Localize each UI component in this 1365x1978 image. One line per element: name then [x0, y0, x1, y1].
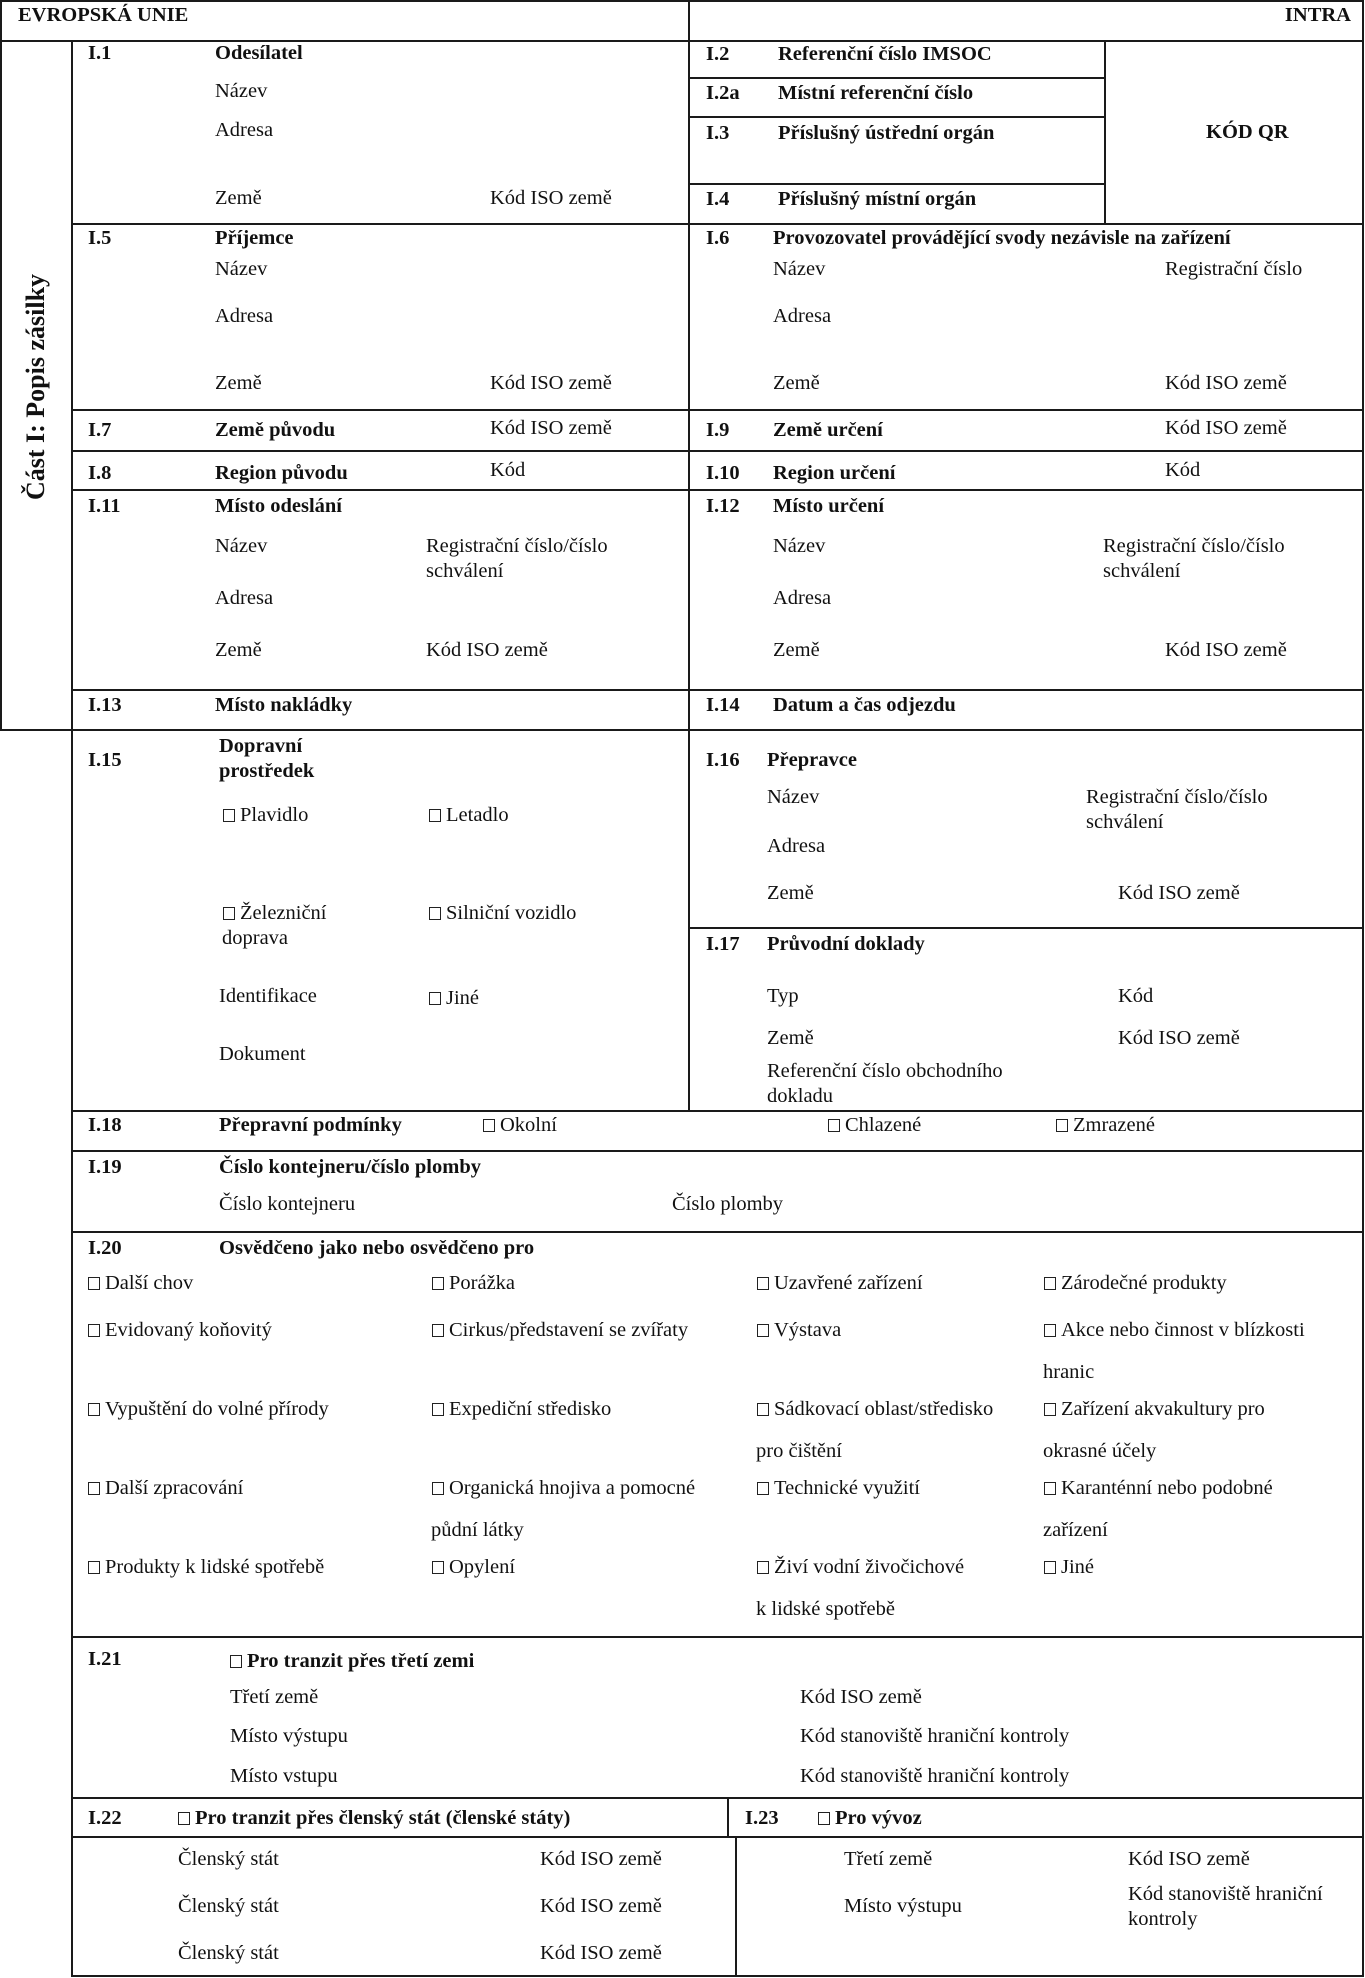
certified-option[interactable]: Porážka: [432, 1271, 515, 1296]
box-number-i19: I.19: [88, 1156, 122, 1178]
box-number-i5: I.5: [88, 227, 112, 249]
consignee-country-label: Země: [215, 372, 262, 394]
certified-option[interactable]: Expediční středisko: [432, 1397, 611, 1422]
header-eu: EVROPSKÁ UNIE: [18, 4, 189, 26]
box-title-consignee: Příjemce: [215, 227, 294, 249]
certified-option[interactable]: Jiné: [1044, 1555, 1094, 1580]
transporter-address-label: Adresa: [767, 835, 826, 857]
checkbox[interactable]: [757, 1277, 769, 1290]
transport-rail-option[interactable]: Železniční: [223, 901, 327, 926]
qr-left: [1104, 41, 1106, 224]
h-row-i15: [71, 729, 1363, 731]
export-iso-label: Kód ISO země: [1128, 1848, 1250, 1870]
h-row-i7: [71, 409, 1363, 411]
aircraft-checkbox[interactable]: [429, 809, 441, 822]
member-state-label: Členský stát: [178, 1848, 279, 1870]
h-row-i18: [71, 1110, 1363, 1112]
box-number-i2: I.2: [706, 43, 730, 65]
checkbox[interactable]: [88, 1324, 100, 1337]
checkbox[interactable]: [1044, 1561, 1056, 1574]
certified-option[interactable]: Živí vodní živočichové: [757, 1555, 964, 1580]
box-number-i15: I.15: [88, 749, 122, 771]
consignee-iso-label: Kód ISO země: [490, 372, 612, 394]
header-intra: INTRA: [1284, 4, 1351, 26]
transit-member-state-checkbox[interactable]: [178, 1812, 190, 1825]
box-title-region-destination: Region určení: [773, 462, 896, 484]
box-title-country-destination: Země určení: [773, 419, 883, 441]
certified-option[interactable]: Cirkus/představení se zvířaty: [432, 1318, 688, 1343]
certified-option-cont: půdní látky: [431, 1519, 524, 1541]
box-title-central-authority: Příslušný ústřední orgán: [778, 122, 995, 144]
certified-option[interactable]: Karanténní nebo podobné: [1044, 1476, 1273, 1501]
region-origin-code-label: Kód: [490, 459, 526, 481]
certified-option-cont: okrasné účely: [1043, 1440, 1157, 1462]
box-number-i3: I.3: [706, 122, 730, 144]
qr-code-label: KÓD QR: [1206, 121, 1289, 143]
certified-option-cont: hranic: [1043, 1361, 1095, 1383]
header-middle: [688, 0, 690, 41]
transport-other-option[interactable]: Jiné: [429, 986, 479, 1011]
h-row-i20: [71, 1231, 1363, 1233]
certified-option[interactable]: Akce nebo činnost v blízkosti: [1044, 1318, 1305, 1343]
part-column-line: [71, 41, 73, 1977]
border-bottom: [71, 1975, 1363, 1977]
box-title-accompanying-docs: Průvodní doklady: [767, 933, 925, 955]
chilled-checkbox[interactable]: [828, 1119, 840, 1132]
transport-identification-label: Identifikace: [219, 985, 317, 1007]
export-option[interactable]: Pro vývoz: [818, 1806, 922, 1831]
transport-document-label: Dokument: [219, 1043, 306, 1065]
checkbox[interactable]: [88, 1403, 100, 1416]
checkbox[interactable]: [432, 1561, 444, 1574]
box-number-i22: I.22: [88, 1807, 122, 1829]
box-number-i8: I.8: [88, 462, 112, 484]
destplace-address-label: Adresa: [773, 587, 832, 609]
box-number-i18: I.18: [88, 1114, 122, 1136]
certified-option[interactable]: Produkty k lidské spotřebě: [88, 1555, 324, 1580]
destplace-iso-label: Kód ISO země: [1165, 639, 1287, 661]
export-bcp-label-1: Kód stanoviště hraniční: [1128, 1883, 1323, 1905]
export-checkbox[interactable]: [818, 1812, 830, 1825]
box-title-certified-as: Osvědčeno jako nebo osvědčeno pro: [219, 1237, 535, 1259]
box-number-i12: I.12: [706, 495, 740, 517]
certified-option-cont: zařízení: [1043, 1519, 1108, 1541]
dispatch-reg-label-1: Registrační číslo/číslo: [426, 535, 608, 557]
operator-iso-label: Kód ISO země: [1165, 372, 1287, 394]
transport-aircraft-option[interactable]: Letadlo: [429, 803, 509, 828]
checkbox[interactable]: [1044, 1277, 1056, 1290]
certified-option[interactable]: Organická hnojiva a pomocné: [432, 1476, 695, 1501]
box-title-local-ref: Místní referenční číslo: [778, 82, 974, 104]
docs-commercial-ref-1: Referenční číslo obchodního: [767, 1060, 1003, 1082]
box-number-i21: I.21: [88, 1648, 122, 1670]
dispatch-name-label: Název: [215, 535, 268, 557]
box-title-transporter: Přepravce: [767, 749, 857, 771]
certified-option[interactable]: Další chov: [88, 1271, 193, 1296]
checkbox[interactable]: [432, 1324, 444, 1337]
member-state-iso-label: Kód ISO země: [540, 1848, 662, 1870]
docs-iso-label: Kód ISO země: [1118, 1027, 1240, 1049]
box-number-i16: I.16: [706, 749, 740, 771]
box-number-i23: I.23: [745, 1807, 779, 1829]
destplace-reg-label-1: Registrační číslo/číslo: [1103, 535, 1285, 557]
member-state-label: Členský stát: [178, 1942, 279, 1964]
region-destination-code-label: Kód: [1165, 459, 1201, 481]
export-third-country-label: Třetí země: [844, 1848, 933, 1870]
checkbox[interactable]: [757, 1324, 769, 1337]
checkbox[interactable]: [757, 1561, 769, 1574]
origin-iso-label: Kód ISO země: [490, 417, 612, 439]
export-exit-label: Místo výstupu: [844, 1895, 962, 1917]
box-number-i4: I.4: [706, 188, 730, 210]
checkbox[interactable]: [1044, 1324, 1056, 1337]
box-number-i14: I.14: [706, 694, 740, 716]
h-i2: [688, 77, 1105, 79]
transporter-name-label: Název: [767, 786, 820, 808]
box-title-local-authority: Příslušný místní orgán: [778, 188, 977, 210]
checkbox[interactable]: [757, 1482, 769, 1495]
v-i22-i23-head: [727, 1797, 729, 1837]
box-title-region-origin: Region původu: [215, 462, 348, 484]
condition-frozen-option[interactable]: Zmrazené: [1056, 1113, 1155, 1138]
ambient-checkbox[interactable]: [483, 1119, 495, 1132]
certified-option-cont: pro čištění: [756, 1440, 842, 1462]
box-number-i6: I.6: [706, 227, 730, 249]
box-title-place-destination: Místo určení: [773, 495, 885, 517]
box-number-i11: I.11: [88, 495, 121, 517]
box-title-container-seal: Číslo kontejneru/číslo plomby: [219, 1156, 481, 1178]
transport-vessel-option[interactable]: Plavidlo: [223, 803, 308, 828]
h-row-i13: [71, 689, 1363, 691]
export-bcp-label-2: kontroly: [1128, 1908, 1198, 1930]
frozen-checkbox[interactable]: [1056, 1119, 1068, 1132]
transit-third-country-checkbox[interactable]: [230, 1655, 242, 1668]
certified-option[interactable]: Uzavřené zařízení: [757, 1271, 923, 1296]
checkbox[interactable]: [88, 1482, 100, 1495]
h-row-i8: [71, 450, 1363, 452]
box-title-place-loading: Místo nakládky: [215, 694, 353, 716]
h-row-i21: [71, 1636, 1363, 1638]
transporter-iso-label: Kód ISO země: [1118, 882, 1240, 904]
operator-address-label: Adresa: [773, 305, 832, 327]
checkbox[interactable]: [432, 1277, 444, 1290]
border-top: [0, 0, 1363, 2]
box-title-country-origin: Země původu: [215, 419, 336, 441]
checkbox[interactable]: [757, 1403, 769, 1416]
h-row-i11: [71, 489, 1363, 491]
h-i2a: [688, 116, 1105, 118]
entry-point-label: Místo vstupu: [230, 1765, 338, 1787]
destplace-name-label: Název: [773, 535, 826, 557]
center-divider: [688, 41, 690, 1111]
dispatch-reg-label-2: schválení: [426, 560, 504, 582]
border-left-part1: [0, 0, 2, 731]
h-i3: [688, 183, 1105, 185]
certified-option[interactable]: Zařízení akvakultury pro: [1044, 1397, 1265, 1422]
third-country-label: Třetí země: [230, 1686, 319, 1708]
certified-option[interactable]: Další zpracování: [88, 1476, 243, 1501]
box-title-transport-1: Dopravní: [219, 735, 303, 757]
member-state-iso-label: Kód ISO země: [540, 1942, 662, 1964]
box-title-consignor: Odesílatel: [215, 42, 303, 64]
checkbox[interactable]: [88, 1561, 100, 1574]
transporter-reg-label-2: schválení: [1086, 811, 1164, 833]
entry-bcp-code-label: Kód stanoviště hraniční kontroly: [800, 1765, 1070, 1787]
docs-type-label: Typ: [767, 985, 799, 1007]
destination-iso-label: Kód ISO země: [1165, 417, 1287, 439]
condition-chilled-option[interactable]: Chlazené: [828, 1113, 921, 1138]
certified-option[interactable]: Technické využití: [757, 1476, 920, 1501]
box-title-imsoc-ref: Referenční číslo IMSOC: [778, 43, 992, 65]
box-number-i1: I.1: [88, 42, 112, 64]
consignor-name-label: Název: [215, 80, 268, 102]
border-right: [1362, 0, 1364, 1977]
vessel-checkbox[interactable]: [223, 809, 235, 822]
box-title-transport-2: prostředek: [219, 760, 315, 782]
operator-reg-label: Registrační číslo: [1165, 258, 1303, 280]
checkbox[interactable]: [1044, 1482, 1056, 1495]
box-number-i17: I.17: [706, 933, 740, 955]
consignee-address-label: Adresa: [215, 305, 274, 327]
checkbox[interactable]: [88, 1277, 100, 1290]
h-row-i5: [71, 223, 1363, 225]
transport-rail-option-line2: doprava: [222, 927, 289, 949]
transit-third-country-option[interactable]: Pro tranzit přes třetí zemi: [230, 1649, 474, 1674]
operator-name-label: Název: [773, 258, 826, 280]
dispatch-address-label: Adresa: [215, 587, 274, 609]
destplace-country-label: Země: [773, 639, 820, 661]
box-number-i7: I.7: [88, 419, 112, 441]
seal-number-label: Číslo plomby: [672, 1193, 784, 1215]
box-number-i9: I.9: [706, 419, 730, 441]
certified-option-cont: k lidské spotřebě: [756, 1598, 895, 1620]
dispatch-iso-label: Kód ISO země: [426, 639, 548, 661]
third-country-iso-label: Kód ISO země: [800, 1686, 922, 1708]
header-divider: [0, 40, 1363, 42]
certified-option[interactable]: Vypuštění do volné přírody: [88, 1397, 329, 1422]
h-row-i19: [71, 1150, 1363, 1152]
consignor-iso-label: Kód ISO země: [490, 187, 612, 209]
box-title-place-dispatch: Místo odeslání: [215, 495, 342, 517]
box-number-i13: I.13: [88, 694, 122, 716]
transport-road-option[interactable]: Silniční vozidlo: [429, 901, 576, 926]
box-number-i2a: I.2a: [706, 82, 740, 104]
consignor-country-label: Země: [215, 187, 262, 209]
h-row-i17: [688, 927, 1363, 929]
box-title-transport-conditions: Přepravní podmínky: [219, 1114, 402, 1136]
part-label: Část I: Popis zásilky: [21, 273, 50, 501]
other-transport-checkbox[interactable]: [429, 992, 441, 1005]
operator-country-label: Země: [773, 372, 820, 394]
h-row-i22: [71, 1797, 1363, 1799]
member-state-iso-label: Kód ISO země: [540, 1895, 662, 1917]
certified-option[interactable]: Výstava: [757, 1318, 841, 1343]
container-number-label: Číslo kontejneru: [219, 1193, 356, 1215]
checkbox[interactable]: [432, 1482, 444, 1495]
rail-checkbox[interactable]: [223, 907, 235, 920]
box-title-assembly-operator: Provozovatel provádějící svody nezávisle na zařízení: [773, 227, 1231, 249]
destplace-reg-label-2: schválení: [1103, 560, 1181, 582]
h-row-i22-sub: [71, 1836, 1363, 1838]
docs-code-label: Kód: [1118, 985, 1154, 1007]
consignee-name-label: Název: [215, 258, 268, 280]
condition-ambient-option[interactable]: Okolní: [483, 1113, 557, 1138]
dispatch-country-label: Země: [215, 639, 262, 661]
transit-member-state-option[interactable]: Pro tranzit přes členský stát (členské státy): [178, 1806, 570, 1831]
docs-country-label: Země: [767, 1027, 814, 1049]
box-number-i10: I.10: [706, 462, 740, 484]
checkbox[interactable]: [432, 1403, 444, 1416]
consignor-address-label: Adresa: [215, 119, 274, 141]
member-state-label: Členský stát: [178, 1895, 279, 1917]
docs-commercial-ref-2: dokladu: [767, 1085, 834, 1107]
part-bottom: [0, 729, 73, 731]
certified-option[interactable]: Evidovaný koňovitý: [88, 1318, 272, 1343]
certified-option[interactable]: Zárodečné produkty: [1044, 1271, 1227, 1296]
checkbox[interactable]: [1044, 1403, 1056, 1416]
certified-option[interactable]: Opylení: [432, 1555, 515, 1580]
box-number-i20: I.20: [88, 1237, 122, 1259]
certified-option[interactable]: Sádkovací oblast/středisko: [757, 1397, 993, 1422]
v-i22-i23-body: [735, 1837, 737, 1976]
exit-point-label: Místo výstupu: [230, 1725, 348, 1747]
exit-bcp-code-label: Kód stanoviště hraniční kontroly: [800, 1725, 1070, 1747]
box-title-departure-datetime: Datum a čas odjezdu: [773, 694, 956, 716]
transporter-country-label: Země: [767, 882, 814, 904]
road-checkbox[interactable]: [429, 907, 441, 920]
transporter-reg-label-1: Registrační číslo/číslo: [1086, 786, 1268, 808]
